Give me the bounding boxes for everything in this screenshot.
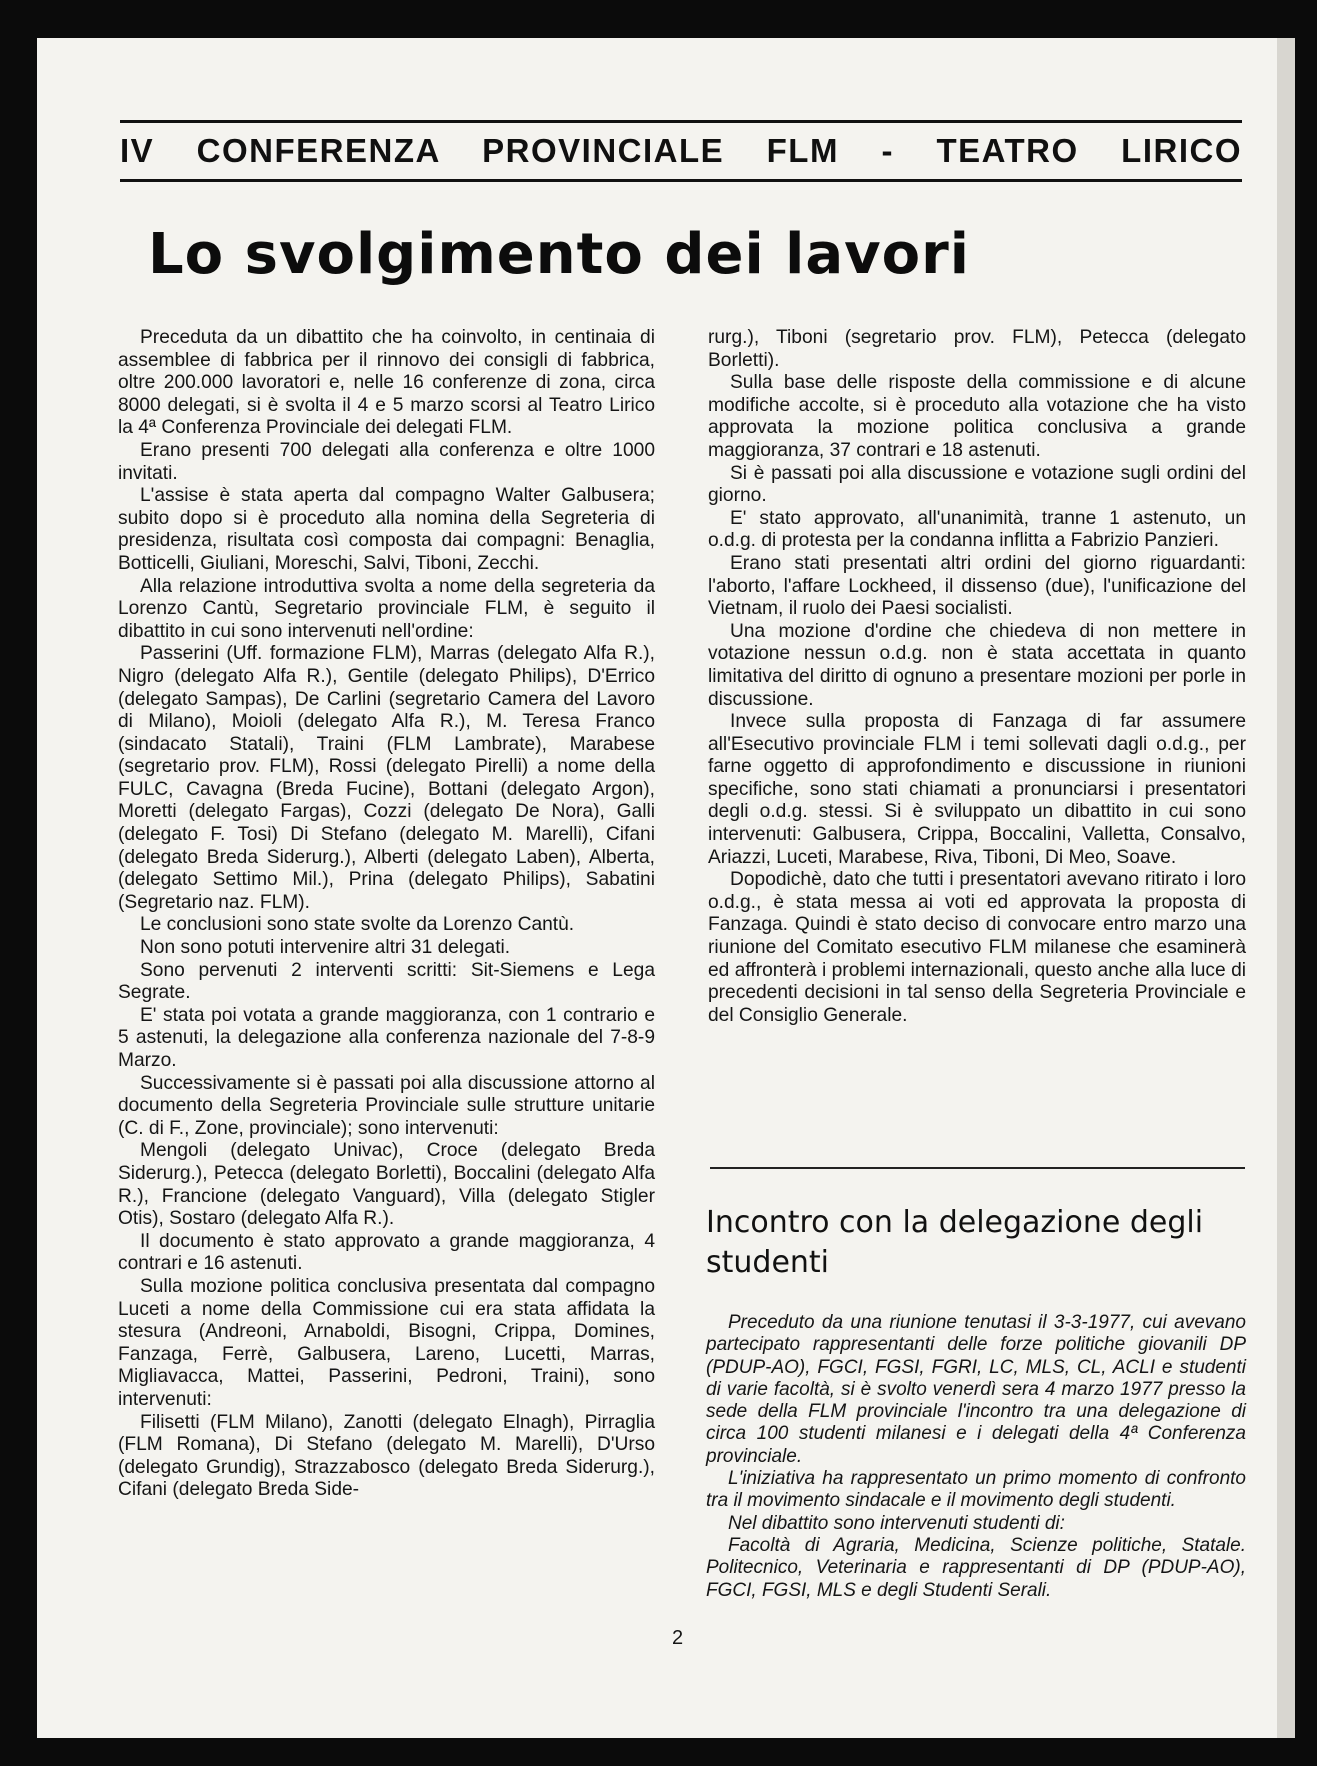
section-divider xyxy=(710,1167,1245,1169)
paragraph: Le conclusioni sono state svolte da Lorenzo Cantù. xyxy=(140,914,575,936)
paragraph: E' stata poi votata a grande maggioranza, con 1 contrario e 5 astenuti, la delegazione alla conferenza nazionale del 7-8-9 Marzo. xyxy=(118,1004,655,1071)
paragraph: Invece sulla proposta di Fanzaga di far assumere all'Esecutivo provinciale FLM i temi sollevati dagli o.d.g., per farne oggetto di approfondimento e discussione in riunioni specifiche, sono stati chiamati a pronunciarsi i presentatori degli o.d.g. stessi. Si è sviluppato un dibattito in cui sono intervenuti: Galbusera, Crippa, Boccalini, Valletta, Consalvo, Ariazzi, Luceti, Marabese, Riva, Tiboni, Di Meo, Soave. xyxy=(708,711,1246,868)
paragraph: Una mozione d'ordine che chiedeva di non mettere in votazione nessun o.d.g. non è stata accettata in quanto limitativa del diritto di ognuno a presentare mozioni per porle in discussione. xyxy=(708,620,1246,710)
article-title: Lo svolgimento dei lavori xyxy=(148,222,970,287)
paragraph: Alla relazione introduttiva svolta a nome della segreteria da Lorenzo Cantù, Segretario provinciale FLM, è seguito il dibattito in cui sono intervenuti nell'ordine: xyxy=(118,575,655,642)
paragraph: L'assise è stata aperta dal compagno Walter Galbusera; subito dopo si è proceduto alla nomina della Segreteria di presidenza, risultata così composta dai compagni: Benaglia, Botticelli, Giuliani, Moreschi, Salvi, Tiboni, Zecchi. xyxy=(118,485,655,574)
paragraph: Erano stati presentati altri ordini del giorno riguardanti: l'aborto, l'affare Lockheed, il dissenso (due), l'unificazione del Vietnam, il ruolo dei Paesi socialisti. xyxy=(708,552,1246,620)
page-number: 2 xyxy=(672,1627,684,1649)
paragraph: Non sono potuti intervenire altri 31 delegati. xyxy=(140,937,511,959)
paragraph: Nel dibattito sono intervenuti studenti di: xyxy=(728,1512,1065,1534)
paragraph: Preceduta da un dibattito che ha coinvolto, in centinaia di assemblee di fabbrica per il rinnovo dei consigli di fabbrica, oltre 200.000 lavoratori e, nelle 16 conferenze di zona, circa 8000 delegati, si è svolta il 4 e 5 marzo scorsi al Teatro Lirico la 4ª Conferenza Provinciale dei delegati FLM. xyxy=(118,327,655,439)
paragraph: Sulla base delle risposte della commissione e di alcune modifiche accolte, si è proceduto alla votazione che ha visto approvata la mozione politica conclusiva a grande maggioranza, 37 contrari e 18 astenuti. xyxy=(708,372,1246,461)
conference-header xyxy=(120,120,1242,182)
students-section-title: Incontro con la delegazione degli studenti xyxy=(706,1205,1204,1280)
paragraph: L'iniziativa ha rappresentato un primo momento di confronto tra il movimento sindacale e il movimento degli studenti. xyxy=(706,1468,1246,1512)
paragraph: Sono pervenuti 2 interventi scritti: Sit-Siemens e Lega Segrate. xyxy=(118,959,655,1004)
conference-title: IV CONFERENZA PROVINCIALE FLM - TEATRO LIRICO xyxy=(120,132,1242,169)
paragraph: Dopodichè, dato che tutti i presentatori avevano ritirato i loro o.d.g., è stata messa ai voti ed approvata la proposta di Fanzaga. Quindi è stato deciso di convocare entro marzo una riunione del Comitato esecutivo FLM milanese che esaminerà ed affronterà i problemi internazionali, questo anche alla luce di precedenti decisioni in tal senso della Segreteria Provinciale e del Consiglio Generale. xyxy=(708,869,1246,1026)
paragraph: Sulla mozione politica conclusiva presentata dal compagno Luceti a nome della Commissione cui era stata affidata la stesura (Andreoni, Arnaboldi, Bisogni, Crippa, Domines, Fanzaga, Ferrè, Galbusera, Lareno, Lucetti, Marras, Migliavacca, Mattei, Passerini, Pedroni, Traini), sono intervenuti: xyxy=(118,1275,655,1410)
paragraph: Successivamente si è passati poi alla discussione attorno al documento della Segreteria Provinciale sulle strutture unitarie (C. di F., Zone, provinciale); sono intervenuti: xyxy=(118,1072,655,1139)
paragraph: Erano presenti 700 delegati alla conferenza e oltre 1000 invitati. xyxy=(118,439,655,484)
paragraph: Filisetti (FLM Milano), Zanotti (delegato Elnagh), Pirraglia (FLM Romana), Di Stefano (delegato M. Marelli), D'Urso (delegato Grundig), Strazzabosco (delegato Breda Siderurg.), Cifani (delegato Breda Side- xyxy=(118,1411,655,1501)
page-edge-strip xyxy=(1277,38,1295,1738)
paragraph: Preceduto da una riunione tenutasi il 3-3-1977, cui avevano partecipato rappresentanti delle forze politiche giovanili DP (PDUP-AO), FGCI, FGSI, FGRI, LC, MLS, CL, ACLI e studenti di varie facoltà, si è svolto venerdì sera 4 marzo 1977 presso la sede della FLM provinciale l'incontro tra una delegazione di circa 100 studenti milanesi e i delegati della 4ª Conferenza provinciale. xyxy=(706,1312,1246,1467)
paragraph: E' stato approvato, all'unanimità, tranne 1 astenuto, un o.d.g. di protesta per la condanna inflitta a Fabrizio Panzieri. xyxy=(708,507,1246,552)
article-right-column xyxy=(708,327,1246,1027)
paragraph-continuation: rurg.), Tiboni (segretario prov. FLM), Petecca (delegato Borletti). xyxy=(708,327,1246,371)
paragraph: Il documento è stato approvato a grande maggioranza, 4 contrari e 16 astenuti. xyxy=(118,1230,655,1275)
paragraph: Facoltà di Agraria, Medicina, Scienze politiche, Statale. Politecnico, Veterinaria e rappresentanti di DP (PDUP-AO), FGCI, FGSI, MLS e degli Studenti Serali. xyxy=(706,1534,1246,1601)
article-left-column xyxy=(118,327,655,1502)
paragraph: Mengoli (delegato Univac), Croce (delegato Breda Siderurg.), Petecca (delegato Borletti), Boccalini (delegato Alfa R.), Francione (delegato Vanguard), Villa (delegato Stigler Otis), Sostaro (delegato Alfa R.). xyxy=(118,1140,655,1230)
paragraph: Passerini (Uff. formazione FLM), Marras (delegato Alfa R.), Nigro (delegato Alfa R.), Gentile (delegato Philips), D'Errico (delegato Sampas), De Carlini (segretario Camera del Lavoro di Milano), Moioli (delegato Alfa R.), M. Teresa Franco (sindacato Statali), Traini (FLM Lambrate), Marabese (segretario prov. FLM), Rossi (delegato Pirelli) a nome della FULC, Cavagna (Breda Fucine), Bottani (delegato Argon), Moretti (delegato Fargas), Cozzi (delegato De Nora), Galli (delegato F. Tosi) Di Stefano (delegato M. Marelli), Cifani (delegato Breda Siderurg.), Alberti (delegato Laben), Alberta, (delegato Settimo Mil.), Prina (delegato Philips), Sabatini (Segretario naz. FLM). xyxy=(118,643,655,913)
paragraph: Si è passati poi alla discussione e votazione sugli ordini del giorno. xyxy=(708,462,1246,507)
students-section-body xyxy=(706,1312,1246,1602)
